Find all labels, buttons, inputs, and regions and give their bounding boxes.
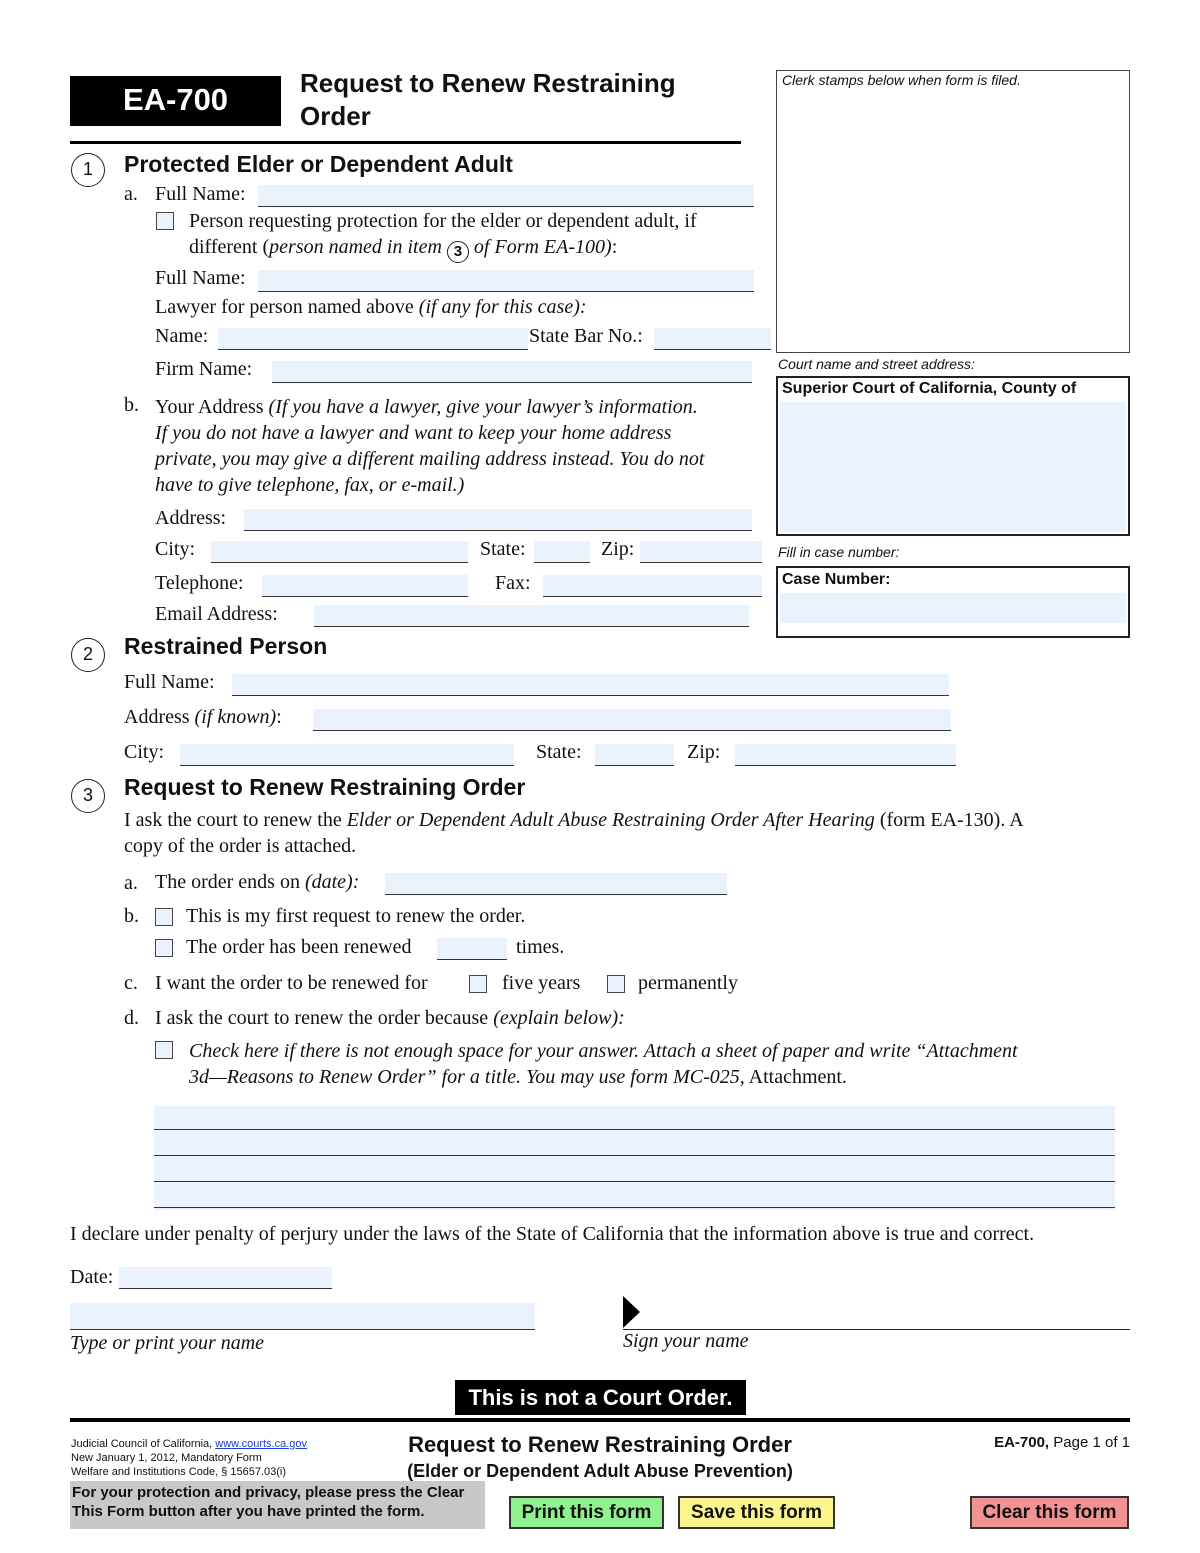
requester-text-line2: different (person named in item 3 of Form EA-100): bbox=[189, 236, 617, 263]
state-label: State: bbox=[480, 538, 526, 560]
renewed-before-label: The order has been renewed bbox=[186, 936, 412, 958]
restrained-address-label: Address (if known): bbox=[124, 706, 282, 728]
address-field[interactable] bbox=[244, 509, 752, 531]
requester-checkbox[interactable] bbox=[156, 212, 174, 230]
state-bar-field[interactable] bbox=[654, 328, 771, 350]
privacy-notice: For your protection and privacy, please press the Clear This Form button after you have printed the form. bbox=[70, 1481, 485, 1529]
save-form-button[interactable]: Save this form bbox=[678, 1496, 835, 1529]
first-request-label: This is my first request to renew the order. bbox=[186, 905, 526, 927]
header-rule bbox=[70, 141, 741, 144]
city-label: City: bbox=[155, 538, 196, 560]
renewed-times-label: times. bbox=[516, 936, 565, 958]
footer-page: EA-700, Page 1 of 1 bbox=[994, 1434, 1130, 1451]
footer-rule bbox=[70, 1418, 1130, 1422]
signature-arrow-icon bbox=[623, 1296, 640, 1328]
requester-text-line1: Person requesting protection for the elder or dependent adult, if bbox=[189, 210, 697, 232]
section-2-title: Restrained Person bbox=[124, 633, 328, 659]
section-3-intro-line2: copy of the order is attached. bbox=[124, 835, 357, 857]
restrained-full-name-field[interactable] bbox=[232, 674, 949, 696]
court-name: Superior Court of California, County of bbox=[782, 380, 1077, 397]
lawyer-name-field[interactable] bbox=[218, 328, 528, 350]
email-label: Email Address: bbox=[155, 603, 278, 625]
restrained-city-field[interactable] bbox=[180, 744, 514, 766]
telephone-label: Telephone: bbox=[155, 572, 244, 594]
declaration-text: I declare under penalty of perjury under the laws of the State of California that the information above is true and correct. bbox=[70, 1223, 1035, 1245]
firm-name-field[interactable] bbox=[272, 361, 752, 383]
fax-label: Fax: bbox=[495, 572, 531, 594]
item-a-letter: a. bbox=[124, 183, 138, 205]
printed-name-label: Type or print your name bbox=[70, 1332, 265, 1354]
restrained-zip-label: Zip: bbox=[687, 741, 721, 763]
case-number-hint: Fill in case number: bbox=[778, 544, 900, 560]
zip-label: Zip: bbox=[601, 538, 635, 560]
permanently-label: permanently bbox=[638, 972, 738, 994]
five-years-label: five years bbox=[502, 972, 581, 994]
case-number-label: Case Number: bbox=[782, 571, 891, 588]
section-1-title: Protected Elder or Dependent Adult bbox=[124, 151, 513, 177]
state-bar-label: State Bar No.: bbox=[529, 325, 643, 347]
reasons-textarea[interactable] bbox=[154, 1106, 1115, 1210]
form-id: EA-700 bbox=[122, 82, 229, 117]
restrained-city-label: City: bbox=[124, 741, 165, 763]
footer-title: Request to Renew Restraining Order bbox=[408, 1432, 792, 1457]
reasons-label: I ask the court to renew the order because (explain below): bbox=[155, 1007, 625, 1029]
court-address-field[interactable] bbox=[780, 402, 1126, 532]
item-3c-letter: c. bbox=[124, 972, 138, 994]
form-title: Request to Renew Restraining Order bbox=[300, 68, 676, 131]
not-court-order-banner: This is not a Court Order. bbox=[455, 1380, 746, 1415]
permanently-checkbox[interactable] bbox=[607, 975, 625, 993]
section-3-title: Request to Renew Restraining Order bbox=[124, 774, 526, 800]
telephone-field[interactable] bbox=[262, 575, 468, 597]
renewed-before-checkbox[interactable] bbox=[155, 939, 173, 957]
renewal-period-label: I want the order to be renewed for bbox=[155, 972, 428, 994]
state-field[interactable] bbox=[534, 541, 590, 563]
first-request-checkbox[interactable] bbox=[155, 908, 173, 926]
lawyer-name-label: Name: bbox=[155, 325, 209, 347]
clerk-stamp-label: Clerk stamps below when form is filed. bbox=[782, 72, 1021, 88]
courts-link[interactable]: www.courts.ca.gov bbox=[215, 1438, 307, 1450]
clear-form-button[interactable]: Clear this form bbox=[970, 1496, 1129, 1529]
restrained-state-field[interactable] bbox=[595, 744, 674, 766]
item-3b-letter: b. bbox=[124, 905, 139, 927]
address-instructions: Your Address (If you have a lawyer, give your lawyer’s information. If you do not have a lawyer and want to keep your home address private, you may give a different mailing address instead. You do not have to give telephone, fax, or e-mail.) bbox=[155, 396, 705, 496]
section-1-number: 1 bbox=[71, 153, 105, 187]
item-3d-letter: d. bbox=[124, 1007, 139, 1029]
order-end-date-field[interactable] bbox=[385, 873, 727, 895]
restrained-state-label: State: bbox=[536, 741, 582, 763]
restrained-zip-field[interactable] bbox=[735, 744, 956, 766]
address-label: Address: bbox=[155, 507, 227, 529]
section-3-number: 3 bbox=[71, 779, 105, 813]
printed-name-field[interactable] bbox=[70, 1303, 535, 1330]
firm-name-label: Firm Name: bbox=[155, 358, 253, 380]
attachment-checkbox[interactable] bbox=[155, 1041, 173, 1059]
print-form-button[interactable]: Print this form bbox=[509, 1496, 664, 1529]
elder-full-name-label: Full Name: bbox=[155, 183, 246, 205]
email-field[interactable] bbox=[314, 605, 749, 627]
footer-subtitle: (Elder or Dependent Adult Abuse Prevention) bbox=[407, 1461, 793, 1481]
item-3-reference: 3 bbox=[447, 241, 469, 263]
renewed-times-field[interactable] bbox=[437, 938, 507, 960]
date-field[interactable] bbox=[119, 1267, 332, 1289]
item-3a-letter: a. bbox=[124, 872, 138, 894]
form-id-box bbox=[70, 76, 281, 126]
clerk-stamp-box bbox=[776, 70, 1130, 353]
elder-full-name-field[interactable] bbox=[258, 185, 754, 207]
attachment-instructions: Check here if there is not enough space for your answer. Attach a sheet of paper and write “Attachment 3d—Reasons to Renew Order” for a title. You may use form MC-025, Attachment. bbox=[189, 1040, 1018, 1088]
restrained-address-field[interactable] bbox=[313, 709, 951, 731]
date-label: Date: bbox=[70, 1266, 114, 1288]
signature-label: Sign your name bbox=[623, 1330, 749, 1352]
requester-full-name-label: Full Name: bbox=[155, 267, 246, 289]
zip-field[interactable] bbox=[640, 541, 762, 563]
five-years-checkbox[interactable] bbox=[469, 975, 487, 993]
section-3-intro-line1: I ask the court to renew the Elder or Dependent Adult Abuse Restraining Order After Hearing (form EA-130). A bbox=[124, 809, 1024, 831]
city-field[interactable] bbox=[211, 541, 468, 563]
case-number-field[interactable] bbox=[780, 593, 1126, 623]
item-b-letter: b. bbox=[124, 394, 139, 416]
lawyer-label: Lawyer for person named above (if any for this case): bbox=[155, 296, 587, 318]
order-ends-label: The order ends on (date): bbox=[155, 871, 360, 893]
section-2-number: 2 bbox=[71, 638, 105, 672]
court-address-label: Court name and street address: bbox=[778, 356, 975, 372]
restrained-full-name-label: Full Name: bbox=[124, 671, 215, 693]
fax-field[interactable] bbox=[543, 575, 762, 597]
footer-meta: Judicial Council of California, www.courts.ca.gov New January 1, 2012, Mandatory Form Welfare and Institutions Code, § 15657.03(i) bbox=[71, 1438, 307, 1478]
requester-full-name-field[interactable] bbox=[258, 270, 754, 292]
